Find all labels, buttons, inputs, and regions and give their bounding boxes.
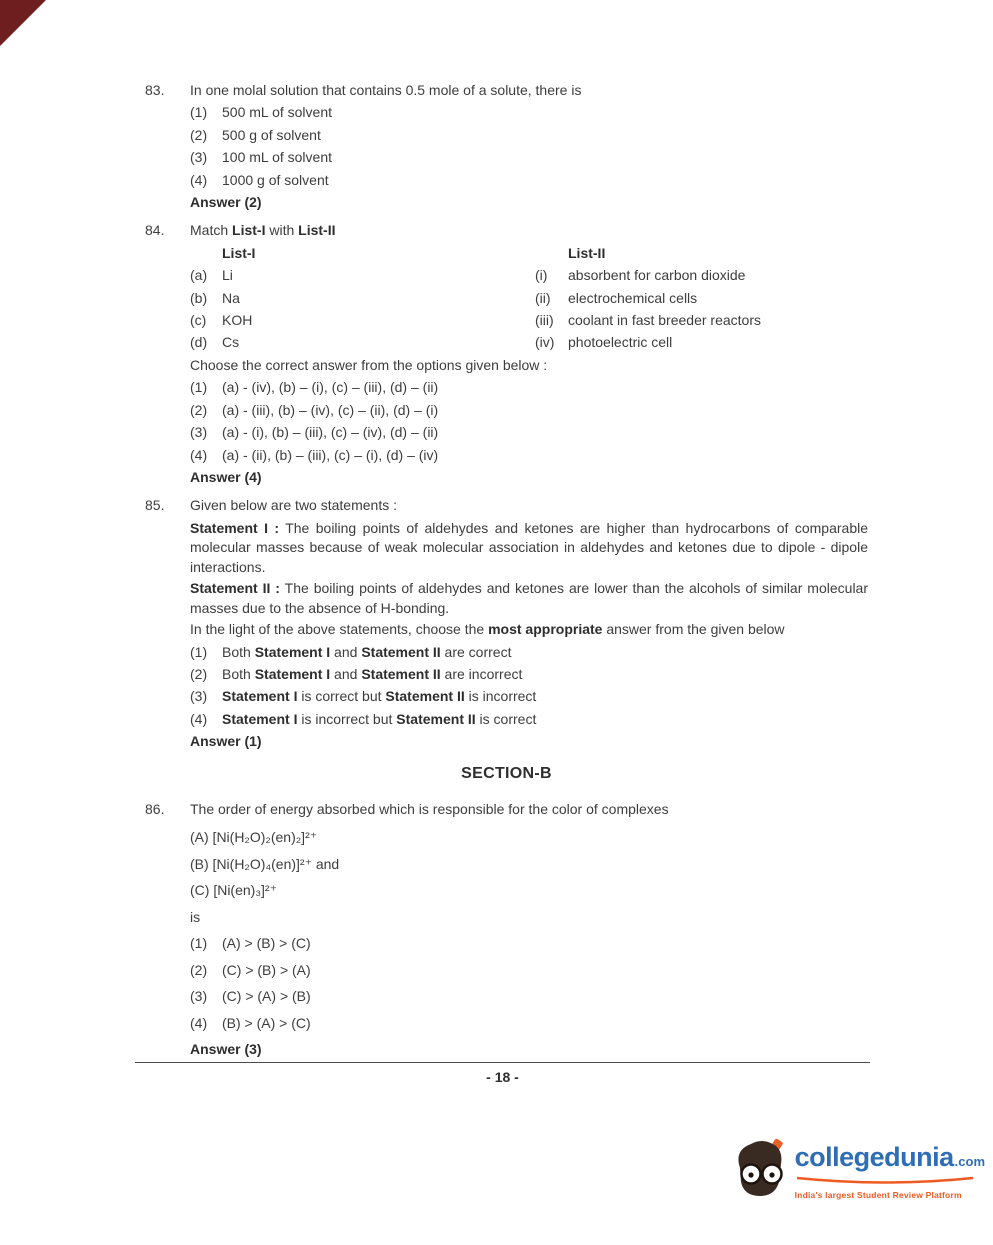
statement-2-label: Statement II :	[190, 580, 280, 597]
section-heading: SECTION-B	[461, 764, 552, 782]
question-text: The order of energy absorbed which is responsible for the color of complexes	[190, 800, 669, 817]
option-text: Statement I is correct but Statement II is incorrect	[222, 688, 537, 705]
page-number: - 18 -	[486, 1069, 519, 1085]
question-85	[145, 494, 868, 752]
option-text: Both Statement I and Statement II are incorrect	[222, 666, 523, 683]
left-label: (a)	[190, 267, 208, 284]
option-text: (C) > (A) > (B)	[222, 988, 311, 1005]
closing-instruction	[190, 618, 868, 640]
option-label: (2)	[190, 666, 208, 683]
list1-ref: List-I	[232, 222, 266, 239]
left-item: Na	[222, 289, 240, 306]
match-row	[190, 287, 868, 309]
corner-fold-decoration	[0, 0, 46, 46]
right-label: (iv)	[535, 334, 555, 351]
complex-formula: (C) [Ni(en)₃]²⁺	[190, 882, 277, 899]
option-text: (C) > (B) > (A)	[222, 961, 311, 978]
option-label: (4)	[190, 1014, 208, 1031]
right-label: (i)	[535, 267, 548, 284]
statement-2	[190, 579, 868, 618]
left-item: Cs	[222, 334, 240, 351]
right-item: absorbent for carbon dioxide	[568, 267, 746, 284]
answer-line: Answer (1)	[190, 733, 262, 750]
option-text: 500 g of solvent	[222, 126, 321, 143]
left-label: (d)	[190, 334, 208, 351]
option-text: (a) - (ii), (b) – (iii), (c) – (i), (d) – (iv)	[222, 446, 439, 463]
right-item: photoelectric cell	[568, 334, 673, 351]
list2-header: List-II	[568, 244, 606, 261]
list2-ref: List-II	[298, 222, 336, 239]
option-text: (B) > (A) > (C)	[222, 1014, 311, 1031]
option-text: Both Statement I and Statement II are correct	[222, 643, 512, 660]
option-row	[190, 983, 868, 1010]
brand-tld: .com	[954, 1153, 985, 1169]
option-label: (1)	[190, 935, 208, 952]
instruction-text: answer from the given below	[602, 621, 785, 638]
match-row	[190, 309, 868, 331]
question-number: 85.	[145, 497, 165, 514]
option-label: (4)	[190, 171, 208, 188]
option-text: (a) - (iii), (b) – (iv), (c) – (ii), (d) – (i)	[222, 401, 439, 418]
statement-1-text: The boiling points of aldehydes and ketones are higher than hydrocarbons of comparable molecular masses because of weak molecular association in aldehydes and ketones due to dipole - dipole interactions.	[190, 519, 868, 575]
intro-text: Match	[190, 222, 233, 239]
instruction-text: In the light of the above statements, choose the	[190, 621, 489, 638]
complex-formula: (A) [Ni(H₂O)₂(en)₂]²⁺	[190, 829, 318, 846]
option-label: (1)	[190, 104, 208, 121]
answer-line: Answer (2)	[190, 194, 262, 211]
option-label: (4)	[190, 710, 208, 727]
question-text: In one molal solution that contains 0.5 mole of a solute, there is	[190, 82, 582, 98]
statement-1-label: Statement I :	[190, 519, 280, 536]
option-label: (4)	[190, 446, 208, 463]
logo-mascot-icon	[733, 1138, 787, 1203]
option-row	[190, 957, 868, 984]
option-text: 500 mL of solvent	[222, 104, 332, 121]
question-number: 84.	[145, 222, 165, 239]
footer-divider	[135, 1062, 870, 1063]
complex-formula: (B) [Ni(H₂O)₄(en)]²⁺ and	[190, 855, 340, 872]
option-text: (a) - (i), (b) – (iii), (c) – (iv), (d) – (ii)	[222, 424, 439, 441]
list1-header: List-I	[222, 244, 256, 261]
right-label: (iii)	[535, 312, 554, 329]
option-row	[190, 1010, 868, 1037]
option-text: 1000 g of solvent	[222, 171, 329, 188]
option-row	[190, 930, 868, 957]
left-item: Li	[222, 267, 233, 284]
right-item: coolant in fast breeder reactors	[568, 312, 761, 329]
choose-instruction: Choose the correct answer from the options given below :	[190, 356, 548, 373]
option-label: (3)	[190, 424, 208, 441]
left-label: (c)	[190, 312, 207, 329]
option-row	[190, 101, 868, 123]
instruction-emphasis: most appropriate	[488, 621, 603, 638]
is-text: is	[190, 908, 201, 925]
option-row	[190, 399, 868, 421]
match-row	[190, 331, 868, 353]
logo-text-block	[795, 1142, 985, 1200]
option-text: 100 mL of solvent	[222, 149, 332, 166]
option-row	[190, 376, 868, 398]
match-list-headers	[190, 242, 868, 264]
option-row	[190, 444, 868, 466]
option-row	[190, 685, 868, 707]
option-label: (2)	[190, 401, 208, 418]
option-label: (1)	[190, 379, 208, 396]
option-text: (a) - (iv), (b) – (i), (c) – (iii), (d) – (ii)	[222, 379, 439, 396]
option-row	[190, 663, 868, 685]
option-row	[190, 641, 868, 663]
option-row	[190, 124, 868, 146]
option-label: (3)	[190, 688, 208, 705]
option-text: (A) > (B) > (C)	[222, 935, 311, 952]
collegedunia-logo	[733, 1138, 985, 1203]
statement-2-text: The boiling points of aldehydes and ketones are lower than the alcohols of similar molecular masses due to the absence of H-bonding.	[190, 580, 868, 616]
left-label: (b)	[190, 289, 208, 306]
option-label: (1)	[190, 643, 208, 660]
right-label: (ii)	[535, 289, 551, 306]
brand-name: collegedunia	[794, 1141, 954, 1172]
statement-1	[190, 519, 868, 578]
question-text: Given below are two statements :	[190, 497, 397, 514]
option-row	[190, 421, 868, 443]
question-number: 86.	[145, 800, 165, 817]
option-text: Statement I is incorrect but Statement II is correct	[222, 710, 537, 727]
option-row	[190, 708, 868, 730]
left-item: KOH	[222, 312, 253, 329]
option-row	[190, 169, 868, 191]
question-number: 83.	[145, 82, 165, 98]
intro-text: with	[265, 222, 299, 239]
option-label: (3)	[190, 149, 208, 166]
logo-tagline: India's largest Student Review Platform	[794, 1189, 962, 1200]
question-86	[145, 798, 868, 1063]
match-row	[190, 264, 868, 286]
option-label: (2)	[190, 126, 208, 143]
question-text	[190, 219, 868, 241]
option-label: (2)	[190, 961, 208, 978]
brand-underline-swoosh	[795, 1171, 985, 1187]
option-label: (3)	[190, 988, 208, 1005]
question-84	[145, 219, 868, 488]
option-row	[190, 146, 868, 168]
answer-line: Answer (4)	[190, 468, 262, 485]
answer-line: Answer (3)	[190, 1041, 262, 1058]
exam-page-content	[145, 79, 868, 1069]
right-item: electrochemical cells	[568, 289, 698, 306]
question-83	[145, 79, 868, 213]
